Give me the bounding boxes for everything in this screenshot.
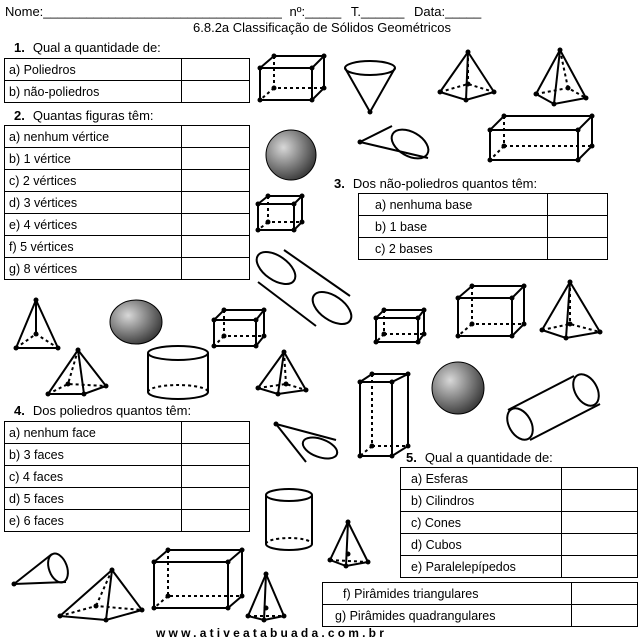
- square-pyramid-icon: [56, 566, 146, 624]
- cube-icon: [210, 306, 268, 350]
- header-bar: [5, 4, 481, 19]
- row-label: f) 5 vértices: [5, 236, 182, 258]
- date-line: _____: [445, 4, 482, 19]
- sphere-icon: [264, 128, 318, 182]
- row-label: b) não-poliedros: [5, 81, 182, 103]
- row-label: a) Esferas: [401, 468, 562, 490]
- table-row: [5, 422, 250, 444]
- row-label: a) Poliedros: [5, 59, 182, 81]
- cone-icon: [356, 122, 434, 174]
- answer-cell[interactable]: [562, 512, 638, 534]
- table-row: [5, 59, 250, 81]
- question-2: [14, 108, 154, 123]
- cylinder-icon: [144, 344, 212, 402]
- number-line: _____: [305, 4, 342, 19]
- cylinder-icon: [254, 246, 358, 336]
- answer-table-2: [4, 125, 250, 280]
- answer-table-4: [4, 421, 250, 532]
- square-pyramid-icon: [254, 348, 310, 398]
- answer-cell[interactable]: [182, 258, 250, 280]
- question-1: [14, 40, 161, 55]
- cylinder-icon: [500, 370, 612, 444]
- answer-cell[interactable]: [182, 488, 250, 510]
- table-row: [401, 490, 638, 512]
- cuboid-icon: [356, 370, 412, 460]
- cube-icon: [254, 192, 306, 234]
- answer-cell[interactable]: [182, 59, 250, 81]
- answer-cell[interactable]: [182, 444, 250, 466]
- answer-cell[interactable]: [182, 466, 250, 488]
- table-row: [401, 468, 638, 490]
- row-label: f) Pirâmides triangulares: [323, 583, 572, 605]
- question-number: 2.: [14, 108, 25, 123]
- table-row: [401, 556, 638, 578]
- triangular-pyramid-icon: [326, 518, 372, 570]
- question-number: 5.: [406, 450, 417, 465]
- table-row: [5, 444, 250, 466]
- question-text: Qual a quantidade de:: [32, 40, 161, 55]
- answer-cell[interactable]: [182, 148, 250, 170]
- question-3: [334, 176, 537, 191]
- table-row: [5, 466, 250, 488]
- table-row: [5, 258, 250, 280]
- table-row: [5, 510, 250, 532]
- row-label: c) Cones: [401, 512, 562, 534]
- answer-cell[interactable]: [572, 605, 638, 627]
- triangular-pyramid-icon: [436, 48, 498, 104]
- triangular-pyramid-icon: [538, 278, 604, 344]
- row-label: g) Pirâmides quadrangulares: [323, 605, 572, 627]
- table-row: [359, 238, 608, 260]
- answer-cell[interactable]: [182, 170, 250, 192]
- row-label: b) 1 base: [359, 216, 548, 238]
- triangular-pyramid-icon: [244, 570, 288, 624]
- table-row: [359, 194, 608, 216]
- name-label: Nome:: [5, 4, 44, 19]
- answer-cell[interactable]: [548, 194, 608, 216]
- table-row: [5, 81, 250, 103]
- table-row: [5, 488, 250, 510]
- answer-cell[interactable]: [548, 238, 608, 260]
- answer-table-5b: [322, 582, 638, 627]
- question-number: 3.: [334, 176, 345, 191]
- cuboid-icon: [256, 52, 328, 104]
- date-label: Data:: [414, 4, 446, 19]
- row-label: b) Cilindros: [401, 490, 562, 512]
- answer-cell[interactable]: [562, 490, 638, 512]
- square-pyramid-icon: [44, 346, 110, 400]
- table-row: [5, 170, 250, 192]
- row-label: a) nenhum vértice: [5, 126, 182, 148]
- table-row: [323, 583, 638, 605]
- answer-cell[interactable]: [182, 192, 250, 214]
- number-label: nº:: [289, 4, 306, 19]
- answer-cell[interactable]: [562, 534, 638, 556]
- answer-cell[interactable]: [182, 510, 250, 532]
- answer-table-5a: [400, 467, 638, 578]
- row-label: d) 5 faces: [5, 488, 182, 510]
- cone-icon: [342, 58, 398, 116]
- sphere-icon: [430, 360, 486, 416]
- table-row: [5, 192, 250, 214]
- cuboid-icon: [486, 112, 598, 164]
- class-label: T.: [350, 4, 362, 19]
- answer-table-1: [4, 58, 250, 103]
- row-label: a) nenhum face: [5, 422, 182, 444]
- question-text: Quantas figuras têm:: [32, 108, 154, 123]
- table-row: [359, 216, 608, 238]
- question-text: Dos não-poliedros quantos têm:: [352, 176, 538, 191]
- square-pyramid-icon: [532, 46, 592, 108]
- answer-cell[interactable]: [182, 214, 250, 236]
- cuboid-icon: [150, 546, 246, 612]
- answer-cell[interactable]: [182, 126, 250, 148]
- row-label: b) 3 faces: [5, 444, 182, 466]
- row-label: c) 4 faces: [5, 466, 182, 488]
- question-text: Qual a quantidade de:: [424, 450, 553, 465]
- question-5: [406, 450, 553, 465]
- row-label: d) Cubos: [401, 534, 562, 556]
- cube-icon: [372, 306, 428, 346]
- table-row: [401, 534, 638, 556]
- answer-cell[interactable]: [548, 216, 608, 238]
- answer-cell[interactable]: [572, 583, 638, 605]
- website-footer: www.ativeatabuada.com.br: [156, 626, 388, 640]
- cone-icon: [270, 418, 350, 468]
- question-text: Dos poliedros quantos têm:: [32, 403, 192, 418]
- row-label: e) 4 vértices: [5, 214, 182, 236]
- question-number: 4.: [14, 403, 25, 418]
- answer-table-3: [358, 193, 608, 260]
- answer-cell[interactable]: [562, 468, 638, 490]
- cube-icon: [454, 282, 528, 340]
- sphere-icon: [108, 298, 164, 346]
- row-label: c) 2 bases: [359, 238, 548, 260]
- question-number: 1.: [14, 40, 25, 55]
- answer-cell[interactable]: [562, 556, 638, 578]
- table-row: [5, 214, 250, 236]
- table-row: [401, 512, 638, 534]
- table-row: [5, 148, 250, 170]
- row-label: b) 1 vértice: [5, 148, 182, 170]
- row-label: d) 3 vértices: [5, 192, 182, 214]
- row-label: c) 2 vértices: [5, 170, 182, 192]
- class-line: ______: [361, 4, 405, 19]
- row-label: e) 6 faces: [5, 510, 182, 532]
- row-label: g) 8 vértices: [5, 258, 182, 280]
- answer-cell[interactable]: [182, 422, 250, 444]
- row-label: e) Paralelepípedos: [401, 556, 562, 578]
- answer-cell[interactable]: [182, 81, 250, 103]
- table-row: [5, 236, 250, 258]
- row-label: a) nenhuma base: [359, 194, 548, 216]
- table-row: [5, 126, 250, 148]
- page-title: 6.8.2a Classificação de Sólidos Geométricos: [193, 20, 451, 35]
- question-4: [14, 403, 191, 418]
- answer-cell[interactable]: [182, 236, 250, 258]
- cylinder-icon: [262, 486, 316, 554]
- name-line: _________________________________: [43, 4, 282, 19]
- table-row: [323, 605, 638, 627]
